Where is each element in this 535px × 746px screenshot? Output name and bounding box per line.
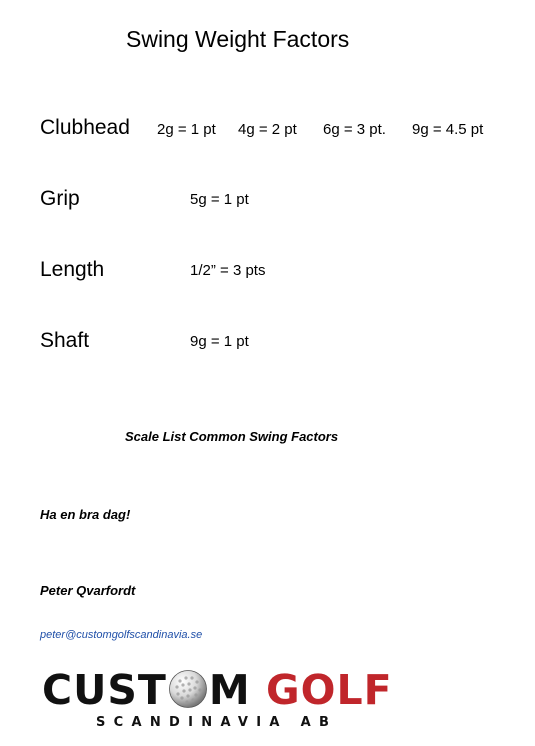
email-link[interactable]: peter@customgolfscandinavia.se xyxy=(40,629,203,641)
clubhead-value-2g: 2g = 1 pt xyxy=(157,121,216,138)
factor-label-shaft: Shaft xyxy=(40,329,90,352)
document-title: Swing Weight Factors xyxy=(126,26,350,52)
scale-list-note: Scale List Common Swing Factors xyxy=(125,429,339,444)
factor-label-grip: Grip xyxy=(40,187,80,210)
factor-value-grip: 5g = 1 pt xyxy=(190,191,249,208)
logo-subtitle: SCANDINAVIA AB xyxy=(96,715,338,730)
clubhead-value-4g: 4g = 2 pt xyxy=(238,121,297,138)
factor-value-shaft: 9g = 1 pt xyxy=(190,333,249,350)
logo-word-custom-end: M xyxy=(208,666,251,714)
golf-ball-icon xyxy=(168,669,208,709)
factor-value-length: 1/2” = 3 pts xyxy=(190,262,266,279)
factor-label-clubhead: Clubhead xyxy=(40,116,130,139)
logo-word-golf: GOLF xyxy=(265,666,393,714)
logo-word-custom-start: CUST xyxy=(42,666,167,714)
greeting-text: Ha en bra dag! xyxy=(40,507,131,522)
signature-name: Peter Qvarfordt xyxy=(40,583,136,598)
clubhead-value-6g: 6g = 3 pt. xyxy=(323,121,386,138)
custom-golf-logo xyxy=(42,668,402,734)
clubhead-value-9g: 9g = 4.5 pt xyxy=(412,121,484,138)
factor-label-length: Length xyxy=(40,258,105,281)
logo-wordmark xyxy=(42,668,393,712)
